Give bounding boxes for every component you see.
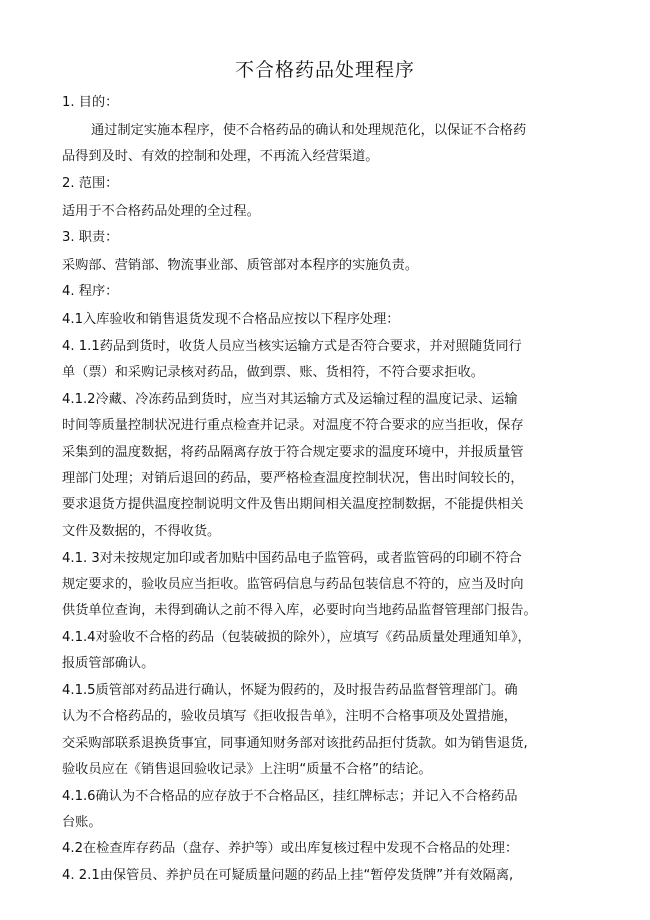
paragraph-line: 文件及数据的，不得收货。 [62, 524, 221, 539]
paragraph-line: 4.1入库验收和销售退货发现不合格品应按以下程序处理： [62, 312, 400, 327]
paragraph-line: 报质管部确认。 [62, 656, 155, 671]
paragraph-line: 采集到的温度数据，将药品隔离存放于符合规定要求的温度环境中，并报质量管 [62, 445, 524, 460]
paragraph-line: 台账。 [62, 815, 102, 830]
paragraph-line: 4.1.4对验收不合格的药品（包装破损的除外），应填写《药品质量处理通知单》， [62, 630, 531, 645]
paragraph-line: 要求退货方提供温度控制说明文件及售出期间相关温度控制数据，不能提供相关 [62, 497, 524, 512]
paragraph-line: 认为不合格药品的，验收员填写《拒收报告单》，注明不合格事项及处置措施， [62, 709, 517, 724]
section-4-heading: 4. 程序： [62, 284, 119, 299]
paragraph-line: 4. 2.1由保管员、养护员在可疑质量问题的药品上挂“暂停发货牌”并有效隔离, [62, 868, 514, 883]
paragraph-line: 通过制定实施本程序，使不合格药品的确认和处理规范化，以保证不合格药 [91, 123, 527, 138]
paragraph-line: 供货单位查询，未得到确认之前不得入库，必要时向当地药品监督管理部门报告。 [62, 603, 537, 618]
page-title: 不合格药品处理程序 [234, 59, 415, 81]
paragraph-line: 4.2在检查库存药品（盘存、养护等）或出库复核过程中发现不合格品的处理： [62, 841, 519, 856]
paragraph-line: 时间等质量控制状况进行重点检查并记录。对温度不符合要求的应当拒收，保存 [62, 418, 524, 433]
section-3-heading: 3. 职责： [62, 230, 119, 245]
paragraph-line: 品得到及时、有效的控制和处理，不再流入经营渠道。 [62, 149, 379, 164]
paragraph-line: 4. 1.1药品到货时，收货人员应当核实运输方式是否符合要求，并对照随货同行 [62, 339, 522, 354]
paragraph-line: 规定要求的，验收员应当拒收。监管码信息与药品包装信息不符的，应当及时向 [62, 577, 524, 592]
paragraph-line: 4.1.6确认为不合格品的应存放于不合格品区，挂红牌标志；并记入不合格药品 [62, 789, 518, 804]
paragraph-line: 理部门处理；对销后退回的药品，要严格检查温度控制状况，售出时间较长的， [62, 471, 524, 486]
paragraph-line: 交采购部联系退换货事宜，同事通知财务部对该批药品拒付货款。如为销售退货, [62, 736, 528, 751]
paragraph-line: 4.1. 3对未按规定加印或者加贴中国药品电子监管码，或者监管码的印刷不符合 [62, 551, 522, 566]
paragraph-line: 4.1.2冷藏、冷冻药品到货时，应当对其运输方式及运输过程的温度记录、运输 [62, 392, 518, 407]
section-1-heading: 1. 目的： [62, 95, 119, 110]
section-2-heading: 2. 范围： [62, 176, 119, 191]
paragraph-line: 单（票）和采购记录核对药品，做到票、账、货相符，不符合要求拒收。 [62, 365, 484, 380]
paragraph-line: 验收员应在《销售退回验收记录》上注明“质量不合格”的结论。 [62, 762, 432, 777]
paragraph-line: 适用于不合格药品处理的全过程。 [62, 204, 260, 219]
paragraph-line: 4.1.5质管部对药品进行确认，怀疑为假药的，及时报告药品监督管理部门。确 [62, 683, 518, 698]
paragraph-line: 采购部、营销部、物流事业部、质管部对本程序的实施负责。 [62, 258, 419, 273]
